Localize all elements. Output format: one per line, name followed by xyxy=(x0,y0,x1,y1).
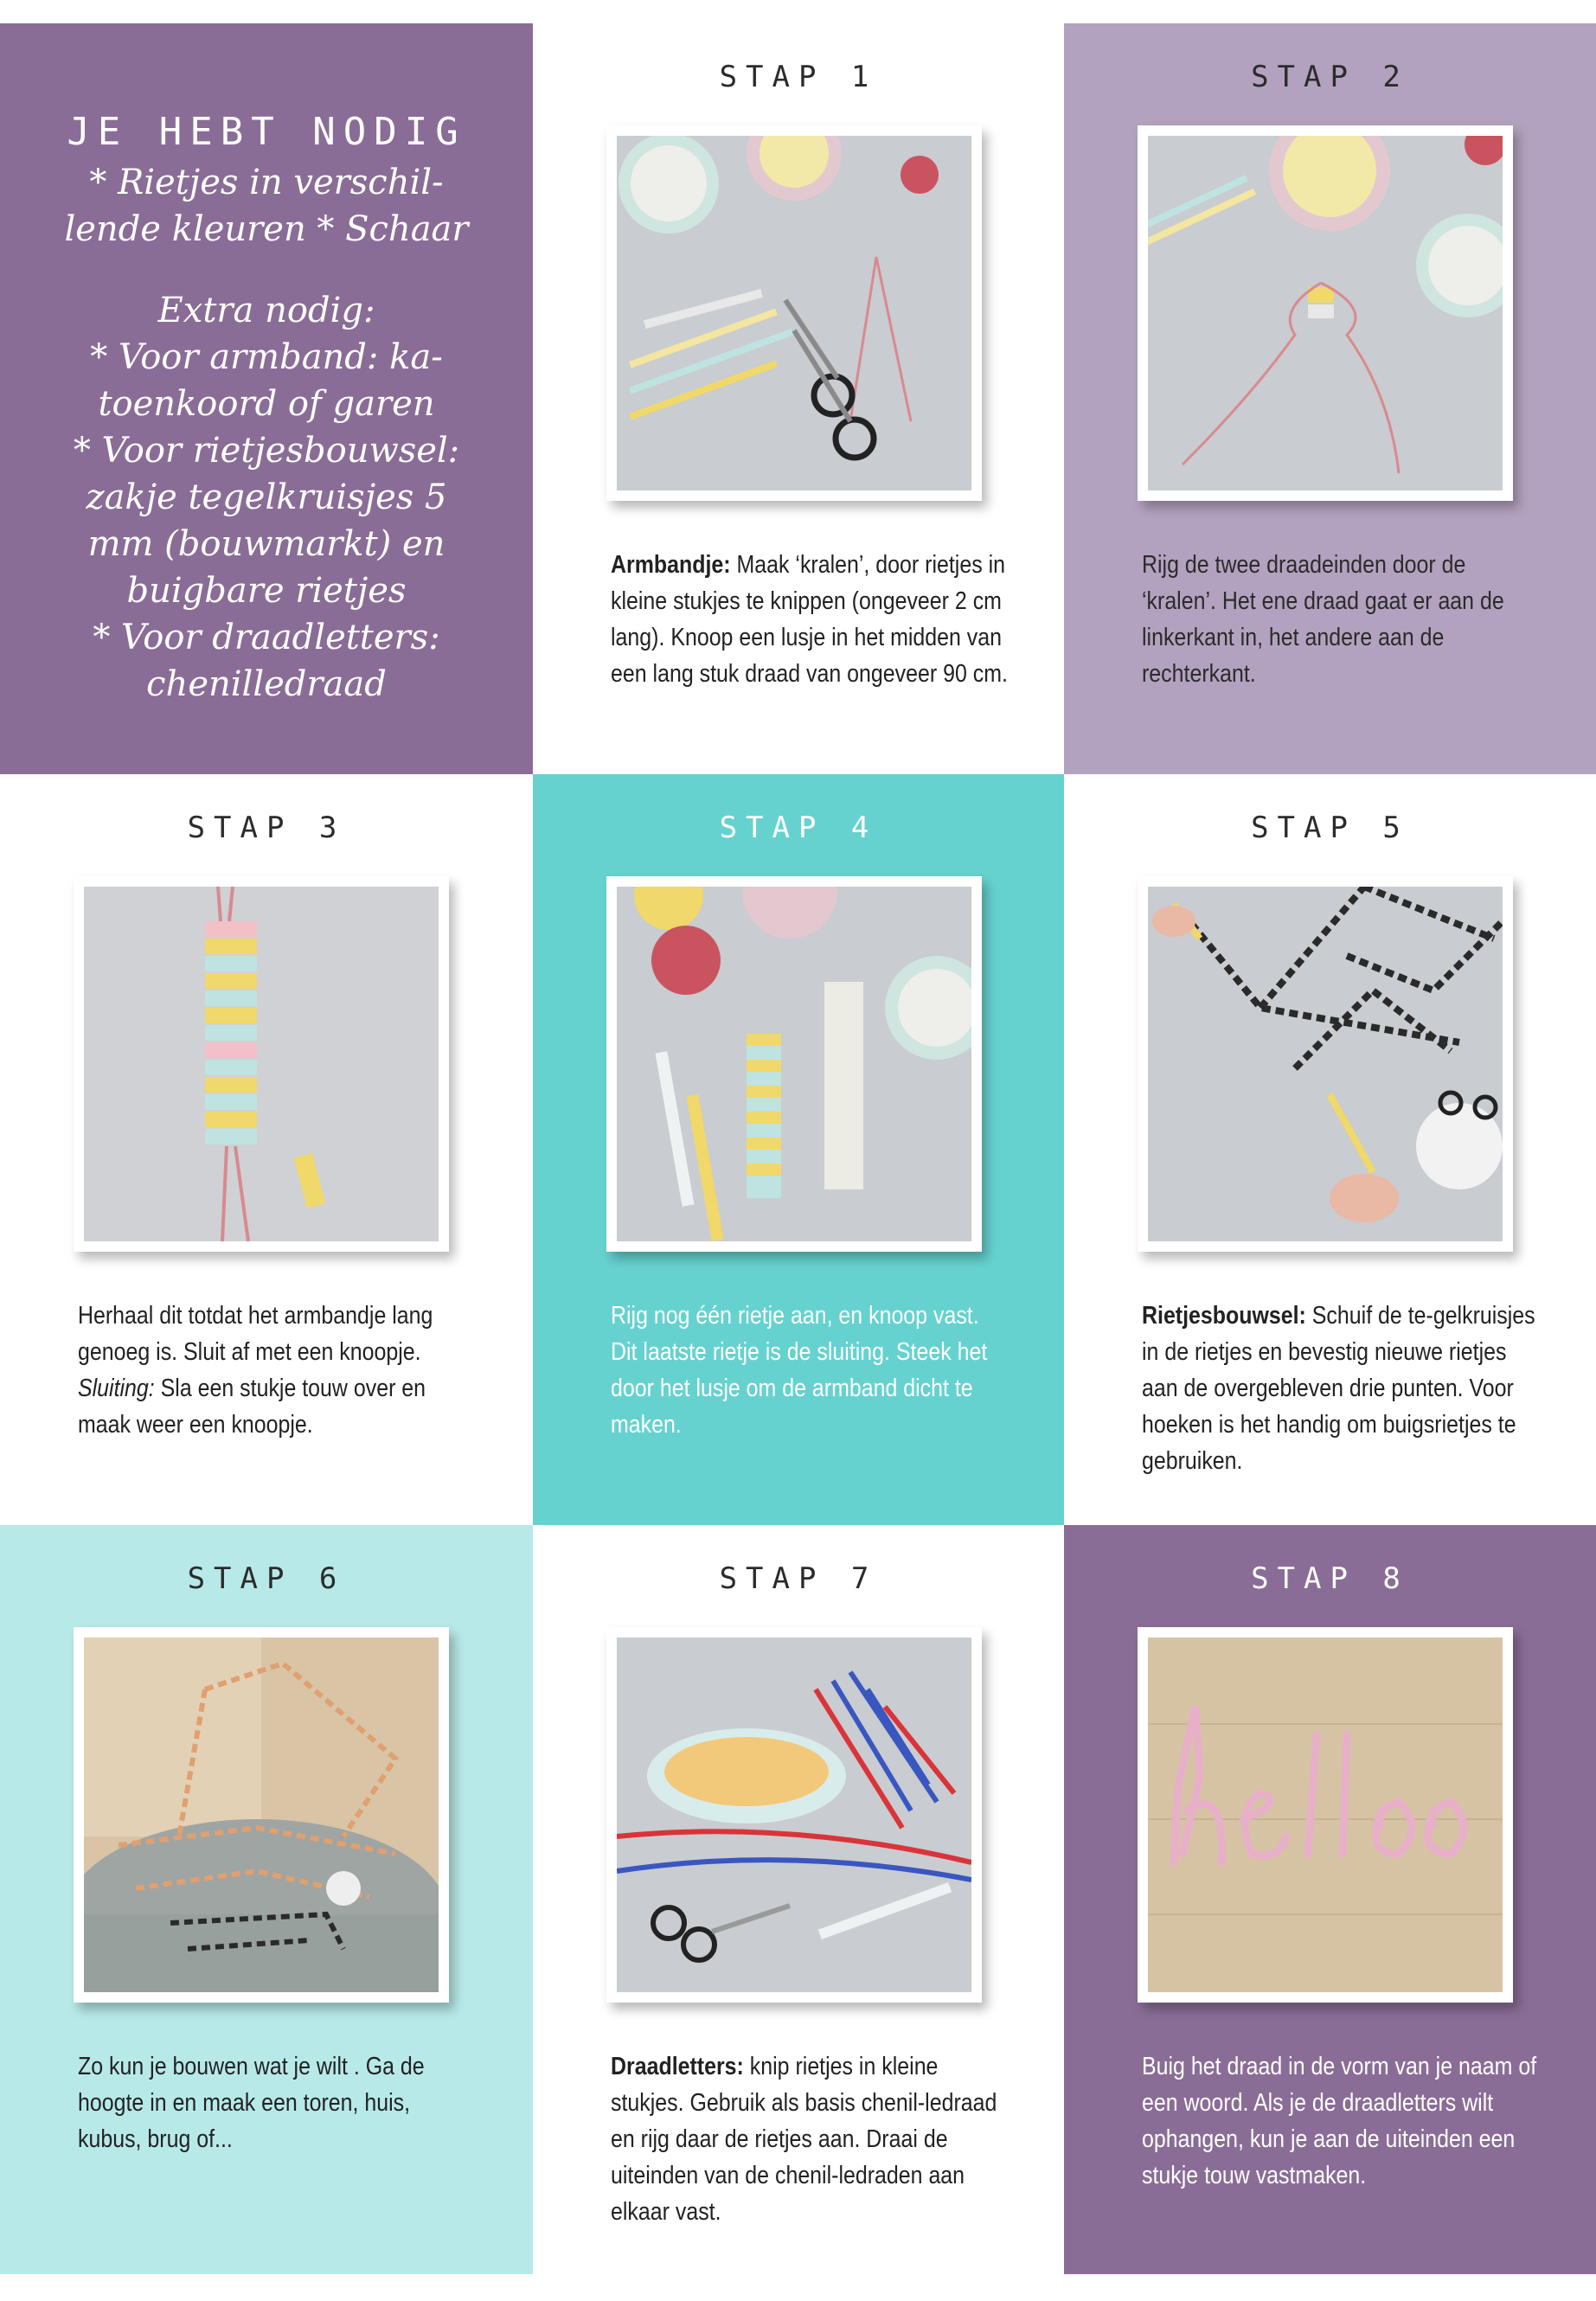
step-3-text: Herhaal dit totdat het armbandje lang genoeg is. Sluit af met een knoopje. xyxy=(78,1302,433,1366)
step-2-panel xyxy=(1064,23,1596,774)
extra-materials-heading: Extra nodig: xyxy=(157,291,375,330)
step-title: STAP 1 xyxy=(719,60,878,94)
extra-materials-line: chenilledraad xyxy=(146,664,387,704)
step-title: STAP 6 xyxy=(187,1561,346,1596)
extra-materials-line: * Voor rietjesbouwsel: xyxy=(73,431,460,471)
extra-materials-line: zakje tegelkruisjes 5 xyxy=(86,478,447,517)
step-title: STAP 5 xyxy=(1251,811,1409,845)
step-7-text: knip rietjes in kleine stukjes. Gebruik als basis chenil-ledraad en rijg daar de rietjes aan. Draai de uiteinden van de chenil-ledraden aan elkaar vast. xyxy=(611,2053,997,2226)
step-title: STAP 2 xyxy=(1251,60,1409,94)
step-title: STAP 3 xyxy=(187,811,346,845)
step-3-photo xyxy=(74,876,449,1252)
step-8-description: Buig het draad in de vorm van je naam of een woord. Als je de draadletters wilt ophangen, kun je aan de uiteinden een stukje touw vastmaken. xyxy=(1142,2053,1537,2189)
step-1-panel xyxy=(533,23,1064,774)
step-2-photo xyxy=(1138,125,1513,501)
materials-line: * Rietjes in verschil- xyxy=(89,163,444,202)
extra-materials-line: buigbare rietjes xyxy=(126,571,407,611)
step-3-label: Sluiting: xyxy=(78,1375,155,1402)
extra-materials-line: toenkoord of garen xyxy=(98,384,435,424)
step-3-description xyxy=(78,1298,476,1443)
step-5-panel xyxy=(1064,774,1596,1525)
step-6-description: Zo kun je bouwen wat je wilt . Ga de hoogte in en maak een toren, huis, kubus, brug of... xyxy=(78,2053,425,2153)
materials-panel xyxy=(0,23,533,774)
step-1-text: Maak ‘kralen’, door rietjes in kleine stukjes te knippen (ongeveer 2 cm lang). Knoop een lusje in het midden van een lang stuk draad van ongeveer 90 cm. xyxy=(611,551,1008,688)
step-3-text-2: Sla een stukje touw over en maak weer een knoopje. xyxy=(78,1375,426,1439)
step-5-label: Rietjesbouwsel: xyxy=(1142,1302,1306,1330)
step-6-panel xyxy=(0,1525,533,2274)
step-title: STAP 8 xyxy=(1251,1561,1409,1596)
materials-line: lende kleuren * Schaar xyxy=(64,209,469,249)
extra-materials-line: * Voor armband: ka- xyxy=(90,337,443,377)
step-8-photo xyxy=(1138,1627,1513,2003)
step-6-photo xyxy=(74,1627,449,2003)
step-4-description: Rijg nog één rietje aan, en knoop vast. Dit laatste rietje is de sluiting. Steek het door het lusje om de armband dicht te maken. xyxy=(611,1302,988,1439)
step-title: STAP 4 xyxy=(719,811,878,845)
step-4-photo xyxy=(606,876,982,1252)
step-4-panel xyxy=(533,774,1064,1525)
step-5-text: Schuif de te-gelkruisjes in de rietjes en bevestig nieuwe rietjes aan de overgebleven drie punten. Voor hoeken is het handig om buigsrietjes te gebruiken. xyxy=(1142,1302,1535,1475)
materials-title: JE HEBT NODIG xyxy=(67,110,466,154)
step-7-photo xyxy=(606,1627,982,2003)
step-5-photo xyxy=(1138,876,1513,1252)
materials-list xyxy=(0,110,533,708)
step-8-panel xyxy=(1064,1525,1596,2274)
step-7-label: Draadletters: xyxy=(611,2053,744,2080)
extra-materials-line: * Voor draadletters: xyxy=(93,618,440,657)
step-1-description xyxy=(611,547,1009,692)
step-3-panel xyxy=(0,774,533,1525)
step-7-panel xyxy=(533,1525,1064,2274)
instruction-grid xyxy=(0,23,1596,2274)
step-2-description: Rijg de twee draadeinden door de ‘kralen’. Het ene draad gaat er aan de linkerkant in, het andere aan de rechterkant. xyxy=(1142,551,1504,688)
step-title: STAP 7 xyxy=(719,1561,878,1596)
step-1-label: Armbandje: xyxy=(611,551,731,579)
step-7-description xyxy=(611,2048,1009,2230)
step-5-description xyxy=(1142,1298,1540,1479)
extra-materials-line: mm (bouwmarkt) en xyxy=(87,524,445,564)
step-1-photo xyxy=(606,125,982,501)
